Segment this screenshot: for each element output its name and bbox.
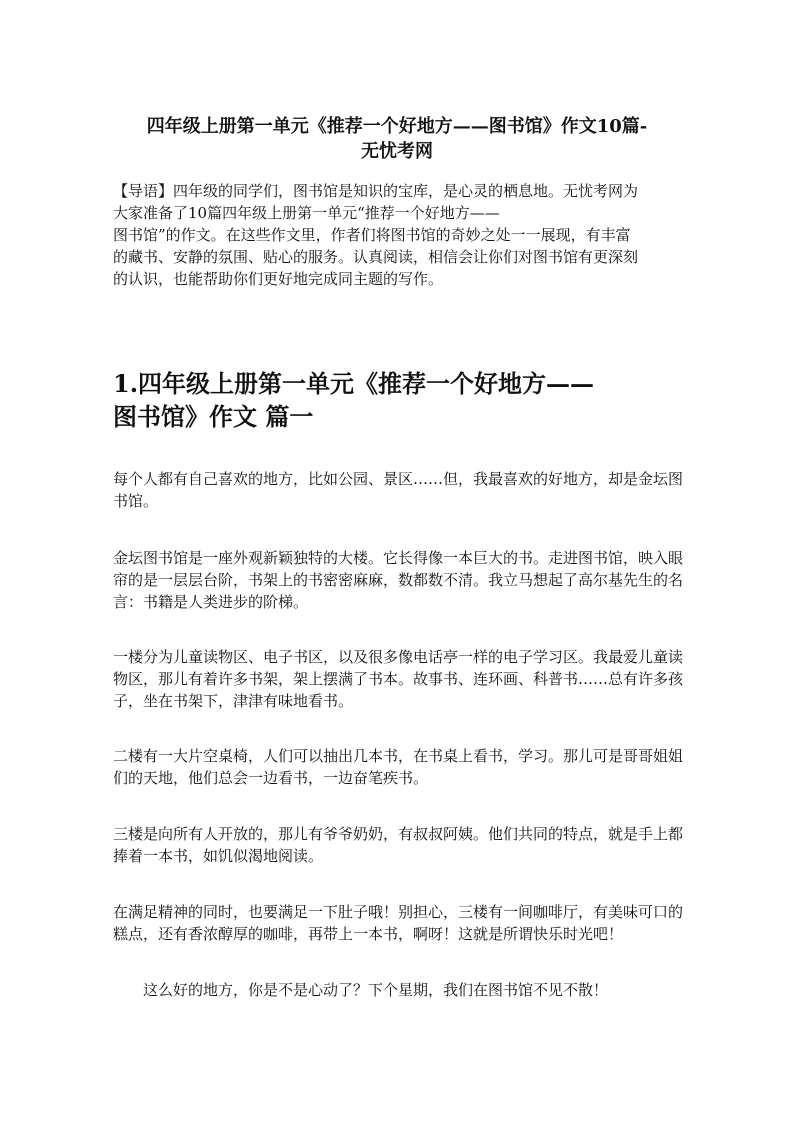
essay-closing-paragraph: 这么好的地方，你是不是心动了？下个星期，我们在图书馆不见不散！: [143, 981, 609, 999]
essay-paragraph: 一楼分为儿童读物区、电子书区，以及很多像电话亭一样的电子学习区。我最爱儿童读物区，那儿有着许多书架，架上摆满了书本。故事书、连环画、科普书……总有许多孩子，坐在书架下，津津有味地看书。: [113, 648, 684, 710]
section-heading-line2: 图书馆》作文 篇一: [113, 402, 314, 431]
document-title-line2: 无忧考网: [361, 141, 433, 162]
essay-paragraph: 二楼有一大片空桌椅，人们可以抽出几本书，在书桌上看书，学习。那儿可是哥哥姐姐们的天地，他们总会一边看书，一边奋笔疾书。: [113, 747, 684, 787]
intro-line: 【导语】四年级的同学们，图书馆是知识的宝库，是心灵的栖息地。无忧考网为: [113, 182, 639, 200]
document-title-line1: 四年级上册第一单元《推荐一个好地方——图书馆》作文10篇-: [146, 116, 648, 137]
essay-paragraph: 在满足精神的同时，也要满足一下肚子哦！别担心，三楼有一间咖啡厅，有美味可口的糕点，还有香浓醇厚的咖啡，再带上一本书，啊呀！这就是所谓快乐时光吧！: [113, 903, 684, 943]
section-heading: [113, 367, 673, 433]
intro-line: 的藏书、安静的氛围、贴心的服务。认真阅读，相信会让你们对图书馆有更深刻: [113, 248, 639, 266]
essay-paragraph: 金坛图书馆是一座外观新颖独特的大楼。它长得像一本巨大的书。走进图书馆，映入眼帘的是一层层台阶，书架上的书密密麻麻，数都数不清。我立马想起了高尔基先生的名言：书籍是人类进步的阶梯。: [113, 549, 684, 611]
essay-paragraph: 每个人都有自己喜欢的地方，比如公园、景区……但，我最喜欢的好地方，却是金坛图书馆。: [113, 470, 684, 510]
essay-paragraph: 三楼是向所有人开放的，那儿有爷爷奶奶，有叔叔阿姨。他们共同的特点，就是手上都捧着一本书，如饥似渴地阅读。: [113, 825, 684, 865]
document-title: [110, 114, 684, 164]
intro-line: 图书馆”的作文。在这些作文里，作者们将图书馆的奇妙之处一一展现，有丰富: [113, 226, 631, 244]
intro-line: 大家准备了10篇四年级上册第一单元“推荐一个好地方——: [113, 204, 500, 222]
intro-paragraph: [113, 180, 685, 290]
section-heading-line1: 1.四年级上册第一单元《推荐一个好地方——: [113, 369, 595, 398]
intro-line: 的认识，也能帮助你们更好地完成同主题的写作。: [113, 270, 444, 288]
